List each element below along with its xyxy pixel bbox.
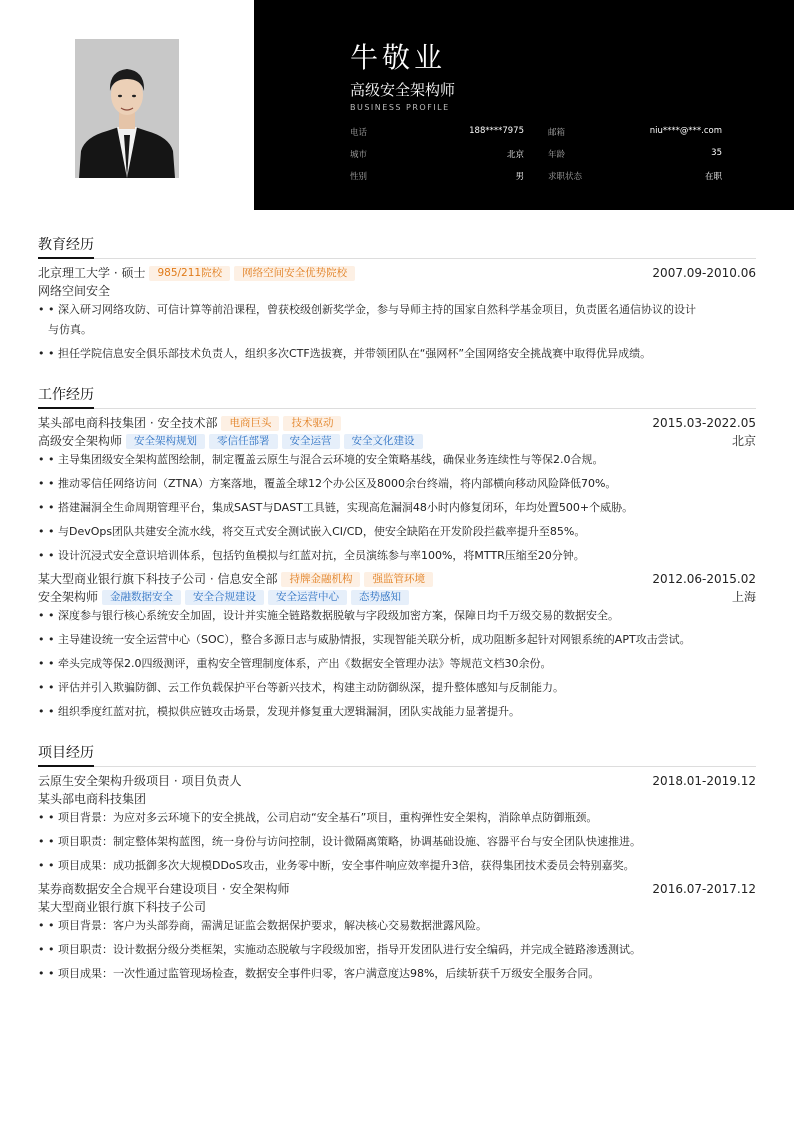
section-title: 项目经历 [38, 742, 94, 767]
job-bullet: • • 与DevOps团队共建安全流水线，将交互式安全测试嵌入CI/CD，使安全缺陷在开发阶段拦截率提升至85%。 [38, 525, 586, 538]
company-tag: 技术驱动 [283, 416, 341, 431]
job-company-line [38, 414, 756, 432]
job-date: 2015.03-2022.05 [652, 416, 756, 430]
job-city: 上海 [731, 590, 756, 604]
school-tag: 985/211院校 [149, 266, 230, 281]
info-value: 188****7975 [469, 126, 524, 136]
education-school-line [38, 264, 756, 282]
job-role: 安全架构师 [38, 590, 99, 604]
project-org: 某大型商业银行旗下科技子公司 [38, 900, 207, 914]
project-name-line [38, 772, 756, 790]
job-bullet: • • 主导集团级安全架构蓝图绘制，制定覆盖云原生与混合云环境的安全策略基线，确保业务连续性与等保2.0合规。 [38, 453, 604, 466]
info-email [548, 126, 722, 138]
projects-section-heading [38, 742, 756, 767]
job-bullet: • • 组织季度红蓝对抗，模拟供应链攻击场景，发现并修复重大逻辑漏洞，团队实战能力显著提升。 [38, 705, 520, 718]
resume-header [0, 0, 794, 210]
section-divider [38, 766, 756, 767]
project-date: 2018.01-2019.12 [652, 774, 756, 788]
school-tag: 网络空间安全优势院校 [234, 266, 355, 281]
role-tag: 安全运营中心 [268, 590, 347, 605]
company-name: 某大型商业银行旗下科技子公司 · 信息安全部 [38, 572, 278, 586]
info-city [350, 148, 524, 160]
section-divider [38, 408, 756, 409]
major: 网络空间安全 [38, 284, 111, 298]
education-section-heading [38, 234, 756, 259]
job-city: 北京 [731, 434, 756, 448]
info-gender [350, 170, 524, 182]
info-age [548, 148, 722, 160]
company-tag: 强监管环境 [364, 572, 433, 587]
role-tag: 安全合规建设 [185, 590, 264, 605]
info-value: 北京 [506, 150, 524, 160]
candidate-title: 高级安全架构师 [350, 81, 456, 99]
section-divider [38, 258, 756, 259]
info-label: 邮箱 [548, 128, 566, 138]
project-bullet: • • 项目职责：设计数据分级分类框架，实施动态脱敏与字段级加密，指导开发团队进行安全编码，并完成全链路渗透测试。 [38, 943, 641, 956]
tagline: BUSINESS PROFILE [350, 103, 450, 112]
profile-photo [75, 39, 179, 178]
job-company-line [38, 570, 756, 588]
job-bullet: • • 评估并引入欺骗防御、云工作负载保护平台等新兴技术，构建主动防御纵深，提升整体感知与反制能力。 [38, 681, 564, 694]
role-tag: 零信任部署 [209, 434, 278, 449]
photo-area [0, 0, 254, 210]
project-bullet: • • 项目背景：客户为头部券商，需满足证监会数据保护要求，解决核心交易数据泄露风险。 [38, 919, 487, 932]
role-tag: 安全架构规划 [126, 434, 205, 449]
info-value: niu****@***.com [649, 126, 722, 136]
info-label: 城市 [350, 150, 368, 160]
job-bullet: • • 牵头完成等保2.0四级测评，重构安全管理制度体系，产出《数据安全管理办法》等规范文档30余份。 [38, 657, 552, 670]
header-dark-panel [254, 0, 794, 210]
project-bullet: • • 项目成果：一次性通过监管现场检查，数据安全事件归零，客户满意度达98%，后续斩获千万级安全服务合同。 [38, 967, 600, 980]
project-name-line [38, 880, 756, 898]
job-role: 高级安全架构师 [38, 434, 123, 448]
project-bullet: • • 项目背景：为应对多云环境下的安全挑战，公司启动“安全基石”项目，重构弹性安全架构，消除单点防御瓶颈。 [38, 811, 598, 824]
project-org: 某头部电商科技集团 [38, 792, 147, 806]
education-date: 2007.09-2010.06 [652, 266, 756, 280]
education-major-line [38, 282, 756, 300]
job-bullet: • • 推动零信任网络访问（ZTNA）方案落地，覆盖全球12个办公区及8000余台终端，将内部横向移动风险降低70%。 [38, 477, 617, 490]
job-bullet: • • 搭建漏洞全生命周期管理平台，集成SAST与DAST工具链，实现高危漏洞48小时内修复闭环，年均处置500+个威胁。 [38, 501, 634, 514]
candidate-name: 牛敬业 [350, 41, 447, 74]
company-name: 某头部电商科技集团 · 安全技术部 [38, 416, 218, 430]
job-date: 2012.06-2015.02 [652, 572, 756, 586]
education-bullet-continuation: 与仿真。 [48, 323, 92, 336]
info-label: 求职状态 [548, 172, 583, 182]
role-tag: 态势感知 [351, 590, 409, 605]
project-bullet: • • 项目职责：制定整体架构蓝图，统一身份与访问控制，设计微隔离策略，协调基础设施、容器平台与安全团队快速推进。 [38, 835, 641, 848]
project-name: 云原生安全架构升级项目 · 项目负责人 [38, 774, 242, 788]
job-role-line [38, 588, 756, 606]
info-value: 在职 [704, 172, 722, 182]
company-tag: 电商巨头 [221, 416, 279, 431]
section-title: 教育经历 [38, 234, 94, 259]
info-label: 性别 [350, 172, 368, 182]
role-tag: 金融数据安全 [102, 590, 181, 605]
info-label: 年龄 [548, 150, 566, 160]
info-label: 电话 [350, 128, 368, 138]
project-name: 某券商数据安全合规平台建设项目 · 安全架构师 [38, 882, 290, 896]
school-name: 北京理工大学 · 硕士 [38, 266, 146, 280]
education-bullet: • • 深入研习网络攻防、可信计算等前沿课程，曾获校级创新奖学金，参与导师主持的国家自然科学基金项目，负责匿名通信协议的设计 [38, 303, 696, 316]
project-org-line [38, 790, 756, 808]
info-phone [350, 126, 524, 138]
project-date: 2016.07-2017.12 [652, 882, 756, 896]
project-bullet: • • 项目成果：成功抵御多次大规模DDoS攻击，业务零中断，安全事件响应效率提升3倍，获得集团技术委员会特别嘉奖。 [38, 859, 635, 872]
education-bullet: • • 担任学院信息安全俱乐部技术负责人，组织多次CTF选拔赛，并带领团队在“强网杯”全国网络安全挑战赛中取得优异成绩。 [38, 347, 652, 360]
project-org-line [38, 898, 756, 916]
role-tag: 安全文化建设 [344, 434, 423, 449]
info-value: 35 [711, 148, 722, 158]
job-bullet: • • 深度参与银行核心系统安全加固，设计并实施全链路数据脱敏与字段级加密方案，保障日均千万级交易的数据安全。 [38, 609, 619, 622]
job-role-line [38, 432, 756, 450]
company-tag: 持牌金融机构 [281, 572, 360, 587]
job-bullet: • • 主导建设统一安全运营中心（SOC），整合多源日志与威胁情报，实现智能关联分析，成功阻断多起针对网银系统的APT攻击尝试。 [38, 633, 691, 646]
work-section-heading [38, 384, 756, 409]
role-tag: 安全运营 [282, 434, 340, 449]
job-bullet: • • 设计沉浸式安全意识培训体系，包括钓鱼模拟与红蓝对抗，全员演练参与率100%，将MTTR压缩至20分钟。 [38, 549, 585, 562]
section-title: 工作经历 [38, 384, 94, 409]
info-value: 男 [515, 172, 524, 182]
info-status [548, 170, 722, 182]
